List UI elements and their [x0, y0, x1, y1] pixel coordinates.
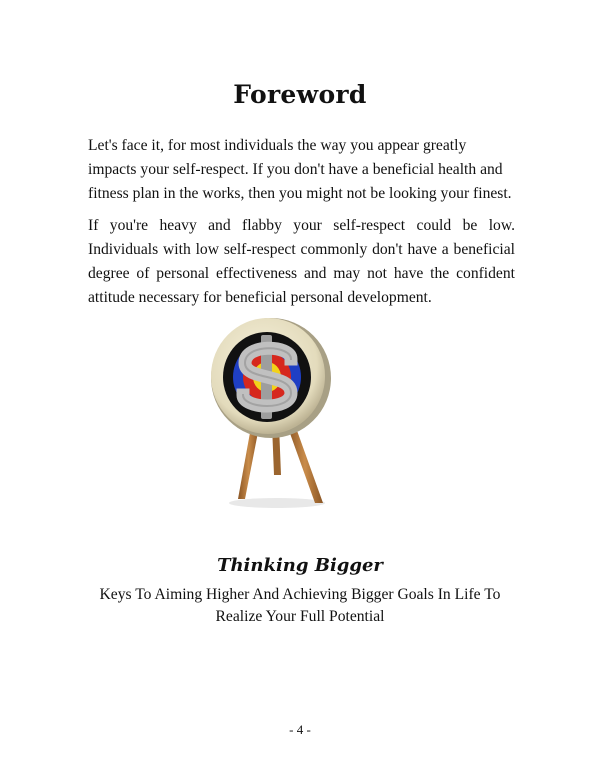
page-number: - 4 -: [289, 722, 311, 737]
paragraph-2: If you're heavy and flabby your self-respect could be low. Individuals with low self-respect commonly don't have a beneficial degree of personal effectiveness and may not have the confident attitude necessary for beneficial personal development.: [88, 217, 515, 306]
book-subtitle: Keys To Aiming Higher And Achieving Bigger Goals In Life To Realize Your Full Potential: [99, 586, 501, 625]
book-title: Thinking Bigger: [217, 555, 383, 576]
dollar-sign-icon: [243, 335, 291, 419]
page-title: Foreword: [233, 80, 367, 109]
paragraph-1: Let's face it, for most individuals the way you appear greatly impacts your self-respect. If you don't have a beneficial health and fitness plan in the works, then you might not be looking your finest.: [88, 137, 512, 202]
dollar-target-on-easel-icon: [205, 315, 340, 510]
